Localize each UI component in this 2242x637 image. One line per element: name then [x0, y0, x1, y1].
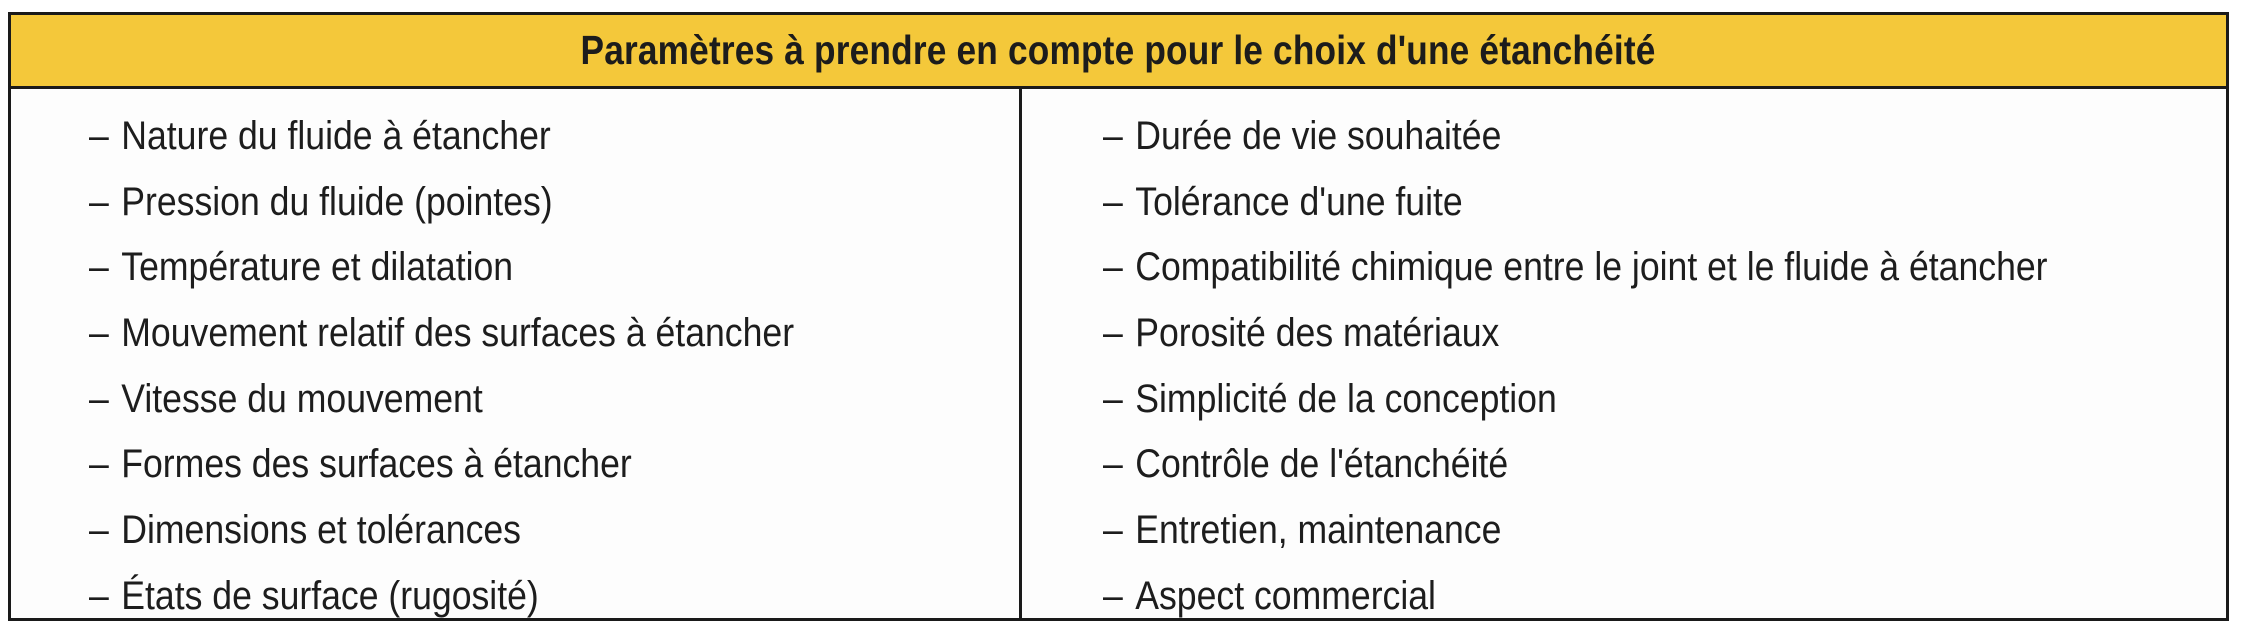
list-item	[1103, 374, 2048, 440]
bullet-dash: –	[1103, 442, 1123, 487]
bullet-dash: –	[1103, 114, 1123, 158]
right-list	[1103, 111, 2164, 637]
bullet-dash: –	[89, 311, 109, 356]
list-item-text: Vitesse du mouvement	[121, 376, 483, 421]
list-item-text: Entretien, maintenance	[1135, 508, 1502, 553]
bullet-dash: –	[89, 573, 109, 618]
list-item-text: Aspect commercial	[1135, 573, 1436, 618]
list-item-text: Tolérance d'une fuite	[1135, 179, 1463, 224]
bullet-dash: –	[89, 376, 109, 421]
list-item-text: Dimensions et tolérances	[121, 508, 521, 553]
list-item	[1103, 177, 2048, 243]
list-item-text: Pression du fluide (pointes)	[121, 179, 553, 224]
list-item	[1103, 308, 2048, 374]
list-item	[89, 111, 794, 177]
list-item	[1103, 571, 2048, 637]
list-item-text: Durée de vie souhaitée	[1135, 114, 1502, 158]
right-column	[1025, 89, 2226, 618]
table-header	[11, 15, 2226, 89]
list-item	[1103, 505, 2048, 571]
list-item-text: Mouvement relatif des surfaces à étancher	[121, 311, 795, 356]
list-item-text: Compatibilité chimique entre le joint et le fluide à étancher	[1135, 245, 2048, 290]
list-item	[89, 571, 794, 637]
bullet-dash: –	[89, 508, 109, 553]
bullet-dash: –	[1103, 179, 1123, 224]
list-item-text: Nature du fluide à étancher	[121, 114, 551, 158]
list-item	[89, 439, 794, 505]
table-title: Paramètres à prendre en compte pour le choix d'une étanchéité	[580, 27, 1657, 73]
list-item	[89, 505, 794, 571]
bullet-dash: –	[1103, 508, 1123, 553]
parameters-table	[8, 12, 2229, 621]
list-item	[89, 177, 794, 243]
list-item	[1103, 439, 2048, 505]
list-item-text: Formes des surfaces à étancher	[121, 442, 632, 487]
list-item	[1103, 111, 2048, 177]
list-item-text: États de surface (rugosité)	[121, 573, 539, 618]
list-item	[89, 308, 794, 374]
bullet-dash: –	[1103, 311, 1123, 356]
list-item-text: Simplicité de la conception	[1135, 376, 1557, 421]
bullet-dash: –	[89, 179, 109, 224]
list-item-text: Contrôle de l'étanchéité	[1135, 442, 1509, 487]
list-item	[1103, 242, 2048, 308]
list-item-text: Porosité des matériaux	[1135, 311, 1500, 356]
bullet-dash: –	[89, 114, 109, 158]
bullet-dash: –	[1103, 573, 1123, 618]
bullet-dash: –	[89, 245, 109, 290]
bullet-dash: –	[1103, 376, 1123, 421]
left-list	[89, 111, 881, 637]
list-item	[89, 374, 794, 440]
bullet-dash: –	[1103, 245, 1123, 290]
list-item-text: Température et dilatation	[121, 245, 514, 290]
left-column	[11, 89, 1022, 618]
bullet-dash: –	[89, 442, 109, 487]
list-item	[89, 242, 794, 308]
